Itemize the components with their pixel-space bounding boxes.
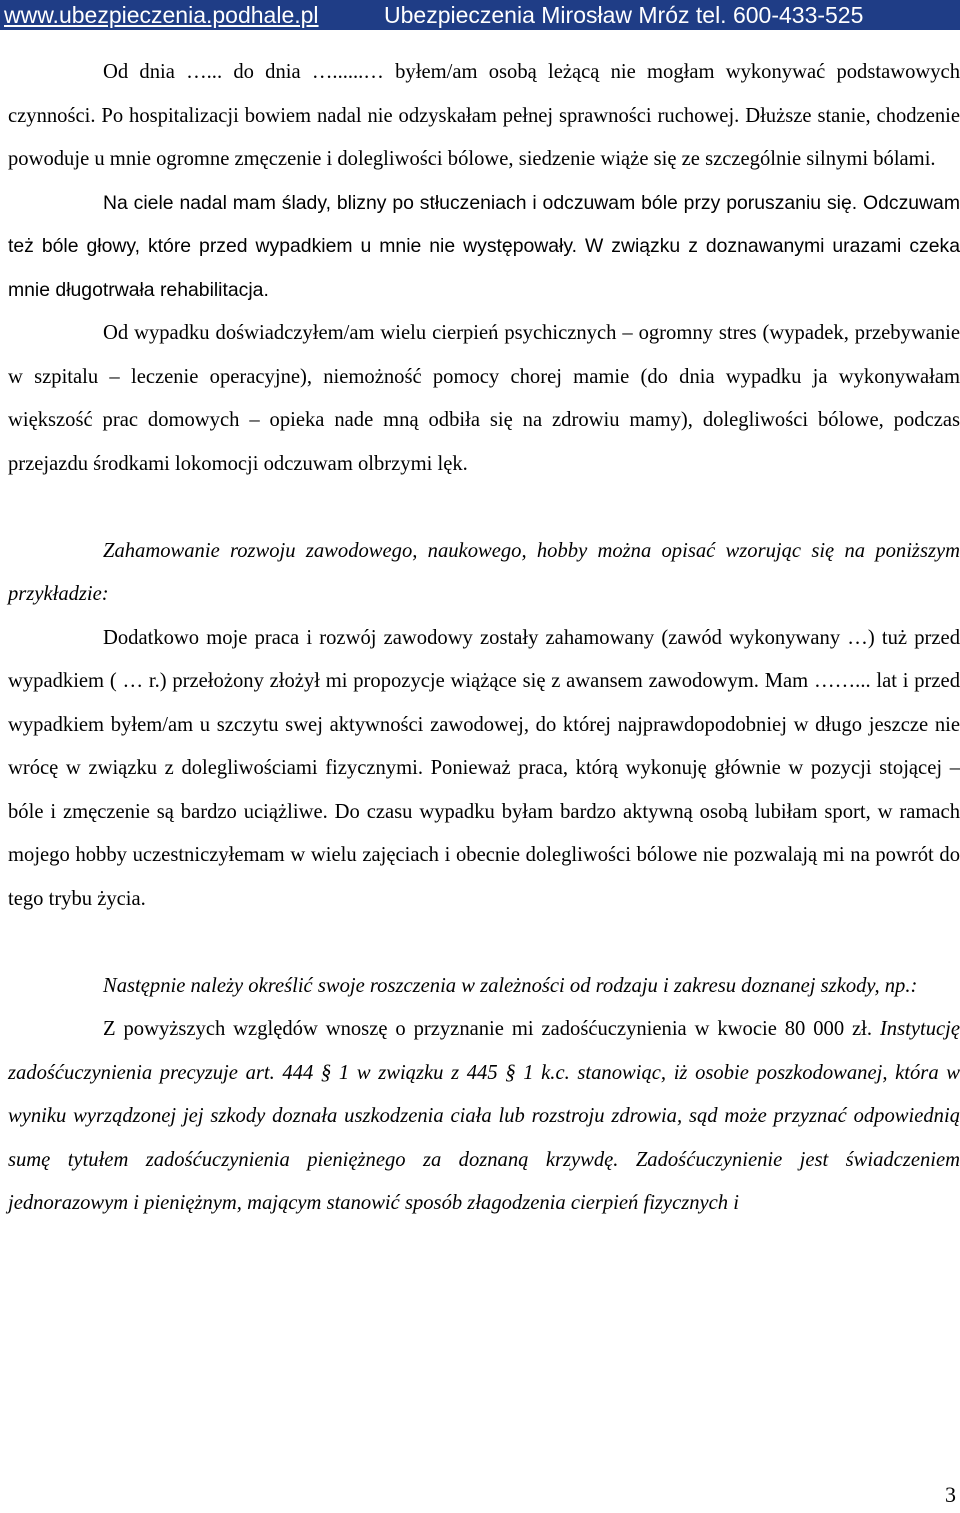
paragraph-mobility: Od dnia …... do dnia …......… byłem/am osobą leżącą nie mogłam wykonywać podstawowych czynności. Po hospitalizacji bowiem nadal nie odzyskałam pełnej sprawności ruchowej. Dłuższe stanie, chodzenie powoduje u mnie ogromne zmęczenie i dolegliwości bólowe, siedzenie wiąże się ze szczególnie silnymi bólami. (8, 61, 960, 170)
legal-basis-text: Instytucję zadośćuczynienia precyzuje art. 444 § 1 w związku z 445 § 1 k.c. stanowiąc, iż osobie poszkodowanej, która w wyniku wyrządzonej jej szkody doznała uszkodzenia ciała lub rozstroju zdrowia, sąd może przyznać odpowiednią sumę tytułem zadośćuczynienia pieniężnego za doznaną krzywdę. Zadośćuczynienie jest świadczeniem jednorazowym i pieniężnym, mającym stanowić sposób złagodzenia cierpień fizycznych i (8, 1018, 960, 1214)
page-number: 3 (945, 1482, 956, 1507)
heading-claims: Następnie należy określić swoje roszczenia w zależności od rodzaju i zakresu doznanej szkody, np.: (103, 974, 918, 997)
paragraph-scars: Na ciele nadal mam ślady, blizny po stłuczeniach i odczuwam bóle przy poruszaniu się. Odczuwam też bóle głowy, które przed wypadkiem u mnie nie występowały. W związku z doznawanymi urazami czeka mnie długotrwała rehabilitacja. (8, 191, 960, 301)
paragraph-claim (8, 1008, 960, 1226)
document-body (8, 51, 960, 1226)
claim-amount-text: Z powyższych względów wnoszę o przyznanie mi zadośćuczynienia w kwocie 80 000 zł. (103, 1018, 873, 1040)
header-banner (0, 0, 960, 30)
paragraph-career: Dodatkowo moje praca i rozwój zawodowy zostały zahamowany (zawód wykonywany …) tuż przed wypadkiem ( … r.) przełożony złożył mi propozycje wiążące się z awansem zawodowym. Mam ……... lat i przed wypadkiem byłem/am u szczytu swej aktywności zawodowej, do której najprawdopodobniej w długo jeszcze nie wrócę w związku z dolegliwościami fizycznymi. Ponieważ praca, którą wykonuję głównie w pozycji stojącej – bóle i zmęczenie są bardzo uciążliwe. Do czasu wypadku byłam bardzo aktywną osobą lubiłam sport, w ramach mojego hobby uczestniczyłemam w wielu zajęciach i obecnie dolegliwości bólowe nie pozwalają mi na powrót do tego trybu życia. (8, 626, 960, 910)
heading-career-example: Zahamowanie rozwoju zawodowego, naukowego, hobby można opisać wzorując się na poniższym przykładzie: (8, 539, 960, 605)
banner-title: Ubezpieczenia Mirosław Mróz tel. 600-433-525 (384, 2, 864, 28)
paragraph-psychological: Od wypadku doświadczyłem/am wielu cierpień psychicznych – ogromny stres (wypadek, przebywanie w szpitalu – leczenie operacyjne), niemożność pomocy chorej mamie (do dnia wypadku ja wykonywałam większość prac domowych – opieka nade mną odbiła się na zdrowiu mamy), dolegliwości bólowe, podczas przejazdu środkami lokomocji odczuwam olbrzymi lęk. (8, 322, 960, 475)
website-link[interactable]: www.ubezpieczenia.podhale.pl (4, 2, 319, 28)
